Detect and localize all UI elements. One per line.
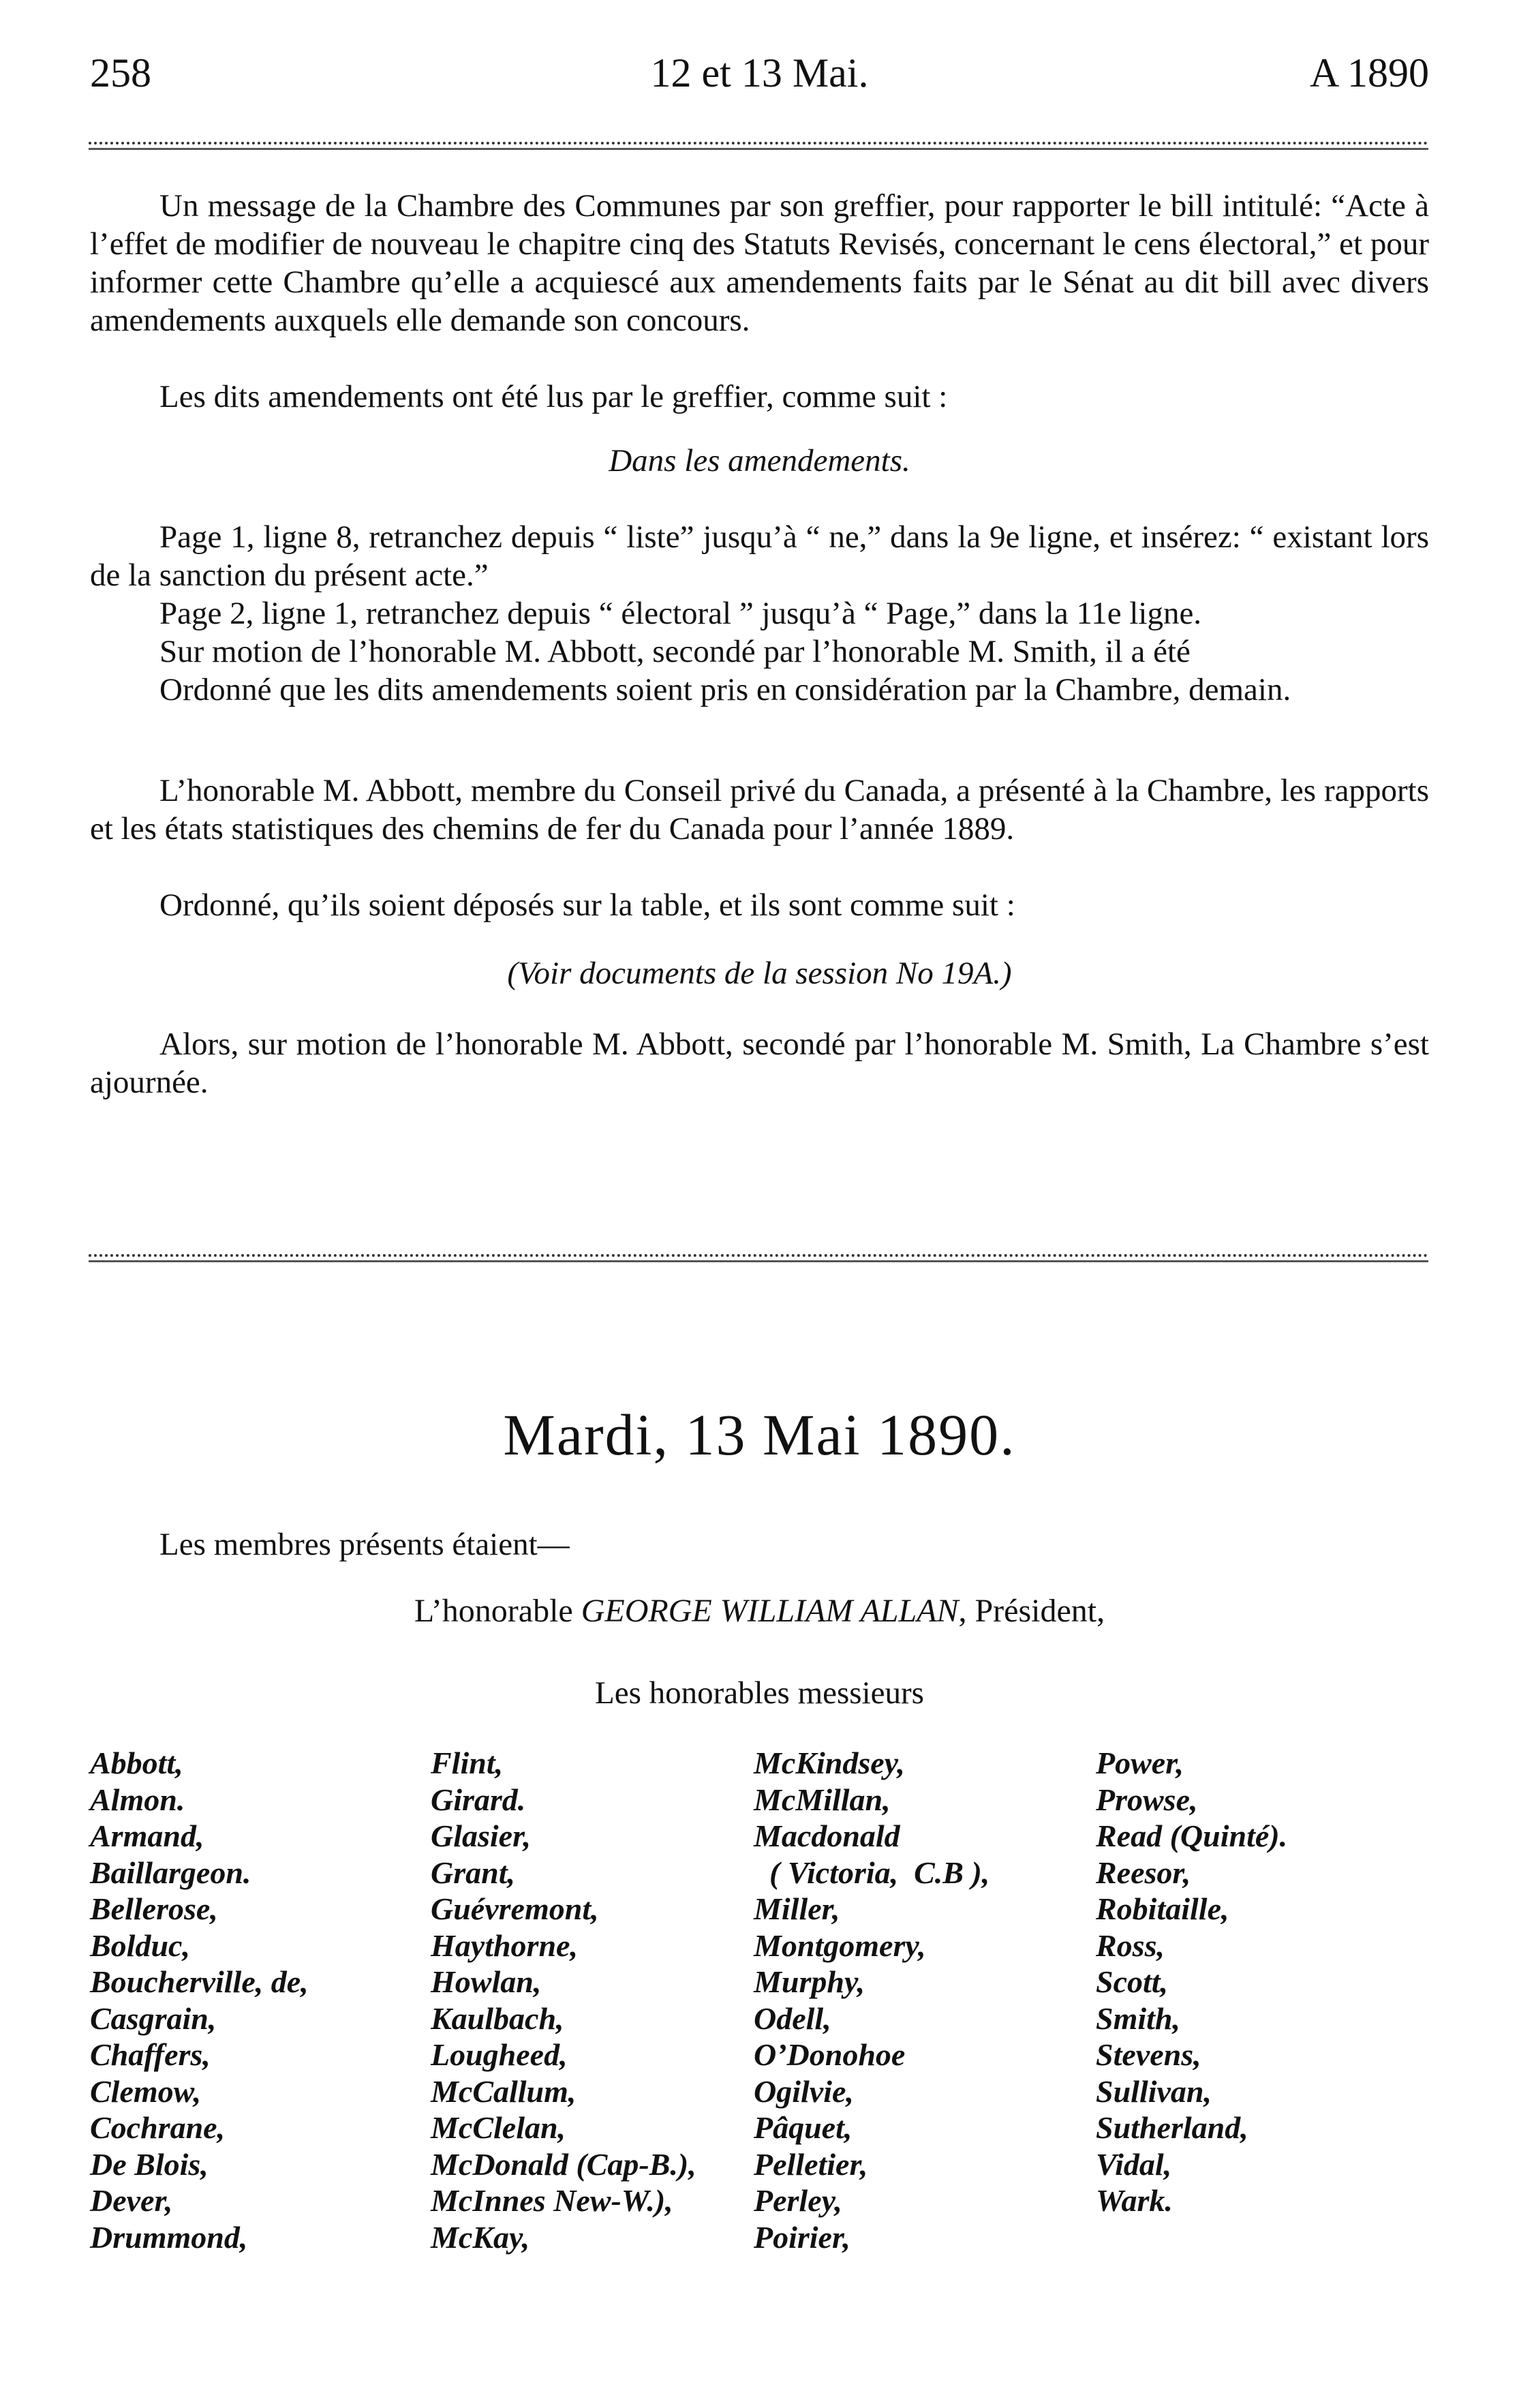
honorables-heading: Les honorables messieurs <box>595 1675 924 1711</box>
amendment-page-2: Page 2, ligne 1, retranchez depuis “ électoral ” jusqu’à “ Page,” dans la 11e ligne. <box>159 596 1202 631</box>
reports-paragraph: L’honorable M. Abbott, membre du Conseil privé du Canada, a présenté à la Chambre, les rapports et les états statistiques des chemins de fer du Canada pour l’année 1889. <box>90 773 1429 847</box>
member-name: Haythorne, <box>431 1927 578 1963</box>
amendments-subheading: Dans les amendements. <box>609 443 910 478</box>
member-name: Kaulbach, <box>431 2000 564 2036</box>
member-name: McClelan, <box>431 2110 566 2145</box>
member-name: Clemow, <box>90 2073 202 2109</box>
member-name: Sutherland, <box>1096 2110 1248 2145</box>
header-rule <box>89 142 1428 150</box>
member-name: Guévremont, <box>431 1891 599 1926</box>
member-name: Prowse, <box>1096 1782 1198 1817</box>
member-name: Flint, <box>431 1746 504 1780</box>
ordered-paragraph: Ordonné que les dits amendements soient pris en considération par la Chambre, demain. <box>159 672 1291 707</box>
member-name: Smith, <box>1096 2000 1181 2036</box>
adjournment-paragraph: Alors, sur motion de l’honorable M. Abbott, secondé par l’honorable M. Smith, La Chambre s’est ajournée. <box>90 1026 1429 1100</box>
members-column-2 <box>431 1745 696 2255</box>
member-name: De Blois, <box>90 2146 209 2182</box>
member-name: Reesor, <box>1096 1855 1191 1890</box>
member-name: Casgrain, <box>90 2000 217 2036</box>
member-name: Lougheed, <box>431 2037 568 2072</box>
member-name: Abbott, <box>90 1746 183 1780</box>
deposited-paragraph: Ordonné, qu’ils soient déposés sur la table, et ils sont comme suit : <box>159 887 1015 923</box>
member-name: Macdonald <box>754 1818 900 1853</box>
member-name: Power, <box>1096 1746 1184 1780</box>
member-name: Bellerose, <box>90 1891 218 1926</box>
member-name: O’Donohoe <box>754 2037 906 2072</box>
voir-documents: (Voir documents de la session No 19A.) <box>507 956 1012 991</box>
member-name: Pelletier, <box>754 2146 868 2182</box>
member-name: Almon. <box>90 1782 185 1817</box>
president-suffix: , Président, <box>958 1593 1105 1629</box>
members-column-3 <box>754 1745 989 2255</box>
president-prefix: L’honorable <box>414 1593 573 1629</box>
day-title: Mardi, 13 Mai 1890. <box>503 1402 1016 1467</box>
member-name: Sullivan, <box>1096 2073 1212 2109</box>
member-name: Stevens, <box>1096 2037 1201 2072</box>
president-line <box>0 1592 1519 1630</box>
member-name: Bolduc, <box>90 1927 190 1963</box>
member-name: Girard. <box>431 1782 526 1817</box>
section-rule <box>89 1254 1428 1262</box>
member-name: Drummond, <box>90 2219 248 2255</box>
member-name: Wark. <box>1096 2183 1173 2218</box>
member-name: Cochrane, <box>90 2110 226 2145</box>
member-name: Pâquet, <box>754 2110 853 2145</box>
members-intro: Les membres présents étaient— <box>159 1527 570 1562</box>
member-name: Howlan, <box>431 1964 542 1999</box>
amendment-page-1: Page 1, ligne 8, retranchez depuis “ liste” jusqu’à “ ne,” dans la 9e ligne, et insérez: “ existant lors de la sanction du présent acte.” <box>90 519 1429 593</box>
member-name: Read (Quinté). <box>1096 1818 1288 1853</box>
amendments-read-paragraph: Les dits amendements ont été lus par le greffier, comme suit : <box>159 379 948 414</box>
member-name: McCallum, <box>431 2073 577 2109</box>
member-name: Murphy, <box>754 1964 865 1999</box>
member-name: McKay, <box>431 2219 530 2255</box>
member-name: Perley, <box>754 2183 842 2218</box>
member-name: Dever, <box>90 2183 173 2218</box>
page-number: 258 <box>90 50 151 95</box>
page-year: A 1890 <box>1309 50 1429 95</box>
member-name: Ross, <box>1096 1927 1165 1963</box>
member-name: Ogilvie, <box>754 2073 854 2109</box>
president-name: GEORGE WILLIAM ALLAN <box>581 1593 959 1629</box>
message-paragraph: Un message de la Chambre des Communes par son greffier, pour rapporter le bill intitulé: “Acte à l’effet de modifier de nouveau le chapitre cinq des Statuts Revisés, concernant le cens électoral,” et pour informer cette Chambre qu’elle a acquiescé aux amendements faits par le Sénat au dit bill avec divers amendements auxquels elle demande son concours. <box>90 188 1429 338</box>
member-name: Montgomery, <box>754 1927 926 1963</box>
member-name: Chaffers, <box>90 2037 211 2072</box>
member-name: McDonald (Cap-B.), <box>431 2146 696 2182</box>
member-name: McMillan, <box>754 1782 891 1817</box>
motion-paragraph: Sur motion de l’honorable M. Abbott, secondé par l’honorable M. Smith, il a été <box>159 634 1191 669</box>
member-name: McInnes New-W.), <box>431 2183 673 2218</box>
member-name: Odell, <box>754 2000 831 2036</box>
member-name: ( Victoria, C.B ), <box>754 1855 990 1890</box>
member-name: McKindsey, <box>754 1746 905 1780</box>
members-column-4 <box>1096 1745 1287 2219</box>
member-name: Grant, <box>431 1855 515 1890</box>
member-name: Robitaille, <box>1096 1891 1229 1926</box>
page-date: 12 et 13 Mai. <box>650 50 869 95</box>
member-name: Vidal, <box>1096 2146 1172 2182</box>
member-name: Glasier, <box>431 1818 531 1853</box>
member-name: Baillargeon. <box>90 1855 251 1890</box>
member-name: Armand, <box>90 1818 204 1853</box>
members-column-1 <box>90 1745 309 2255</box>
member-name: Miller, <box>754 1891 840 1926</box>
member-name: Boucherville, de, <box>90 1964 309 1999</box>
member-name: Scott, <box>1096 1964 1169 1999</box>
member-name: Poirier, <box>754 2219 850 2255</box>
